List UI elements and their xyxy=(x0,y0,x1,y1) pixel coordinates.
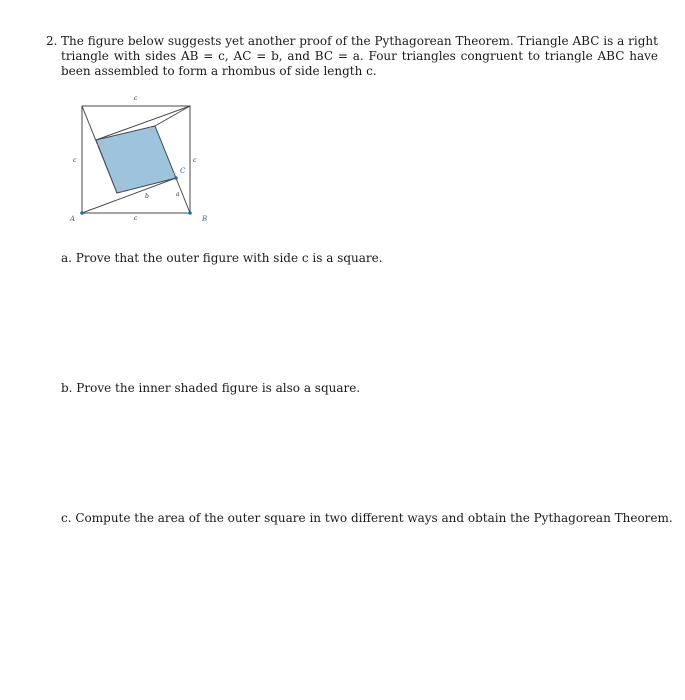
triangle-edge-upper-right xyxy=(155,106,190,126)
label-side-left: c xyxy=(73,157,77,164)
label-side-bottom: c xyxy=(134,215,138,222)
part-a: a. Prove that the outer figure with side c is a square. xyxy=(61,251,383,265)
vertex-dot-b xyxy=(188,211,192,215)
label-vertex-a: A xyxy=(70,215,76,223)
vertex-dot-c xyxy=(174,176,178,180)
figure-svg xyxy=(60,90,220,230)
part-b: b. Prove the inner shaded figure is also a square. xyxy=(61,381,361,395)
problem-2 xyxy=(46,34,658,79)
problem-statement: The figure below suggests yet another proof of the Pythagorean Theorem. Triangle ABC is a right triangle with sides AB = c, AC = b, and BC = a. Four triangles congruent to triangle ABC have been assembled to form a rhombus of side length c. xyxy=(61,34,658,78)
vertex-dot-a xyxy=(80,211,84,215)
part-c: c. Compute the area of the outer square in two different ways and obtain the Pythagorean Theorem. xyxy=(61,511,673,525)
pythagorean-figure xyxy=(60,90,220,230)
label-inner-a: a xyxy=(176,191,180,198)
label-side-right: c xyxy=(193,157,197,164)
label-vertex-b: B xyxy=(202,215,208,223)
problem-number: 2. xyxy=(46,34,58,48)
label-vertex-c: C xyxy=(180,167,186,175)
label-side-top: c xyxy=(134,95,138,102)
label-inner-b: b xyxy=(145,193,149,200)
